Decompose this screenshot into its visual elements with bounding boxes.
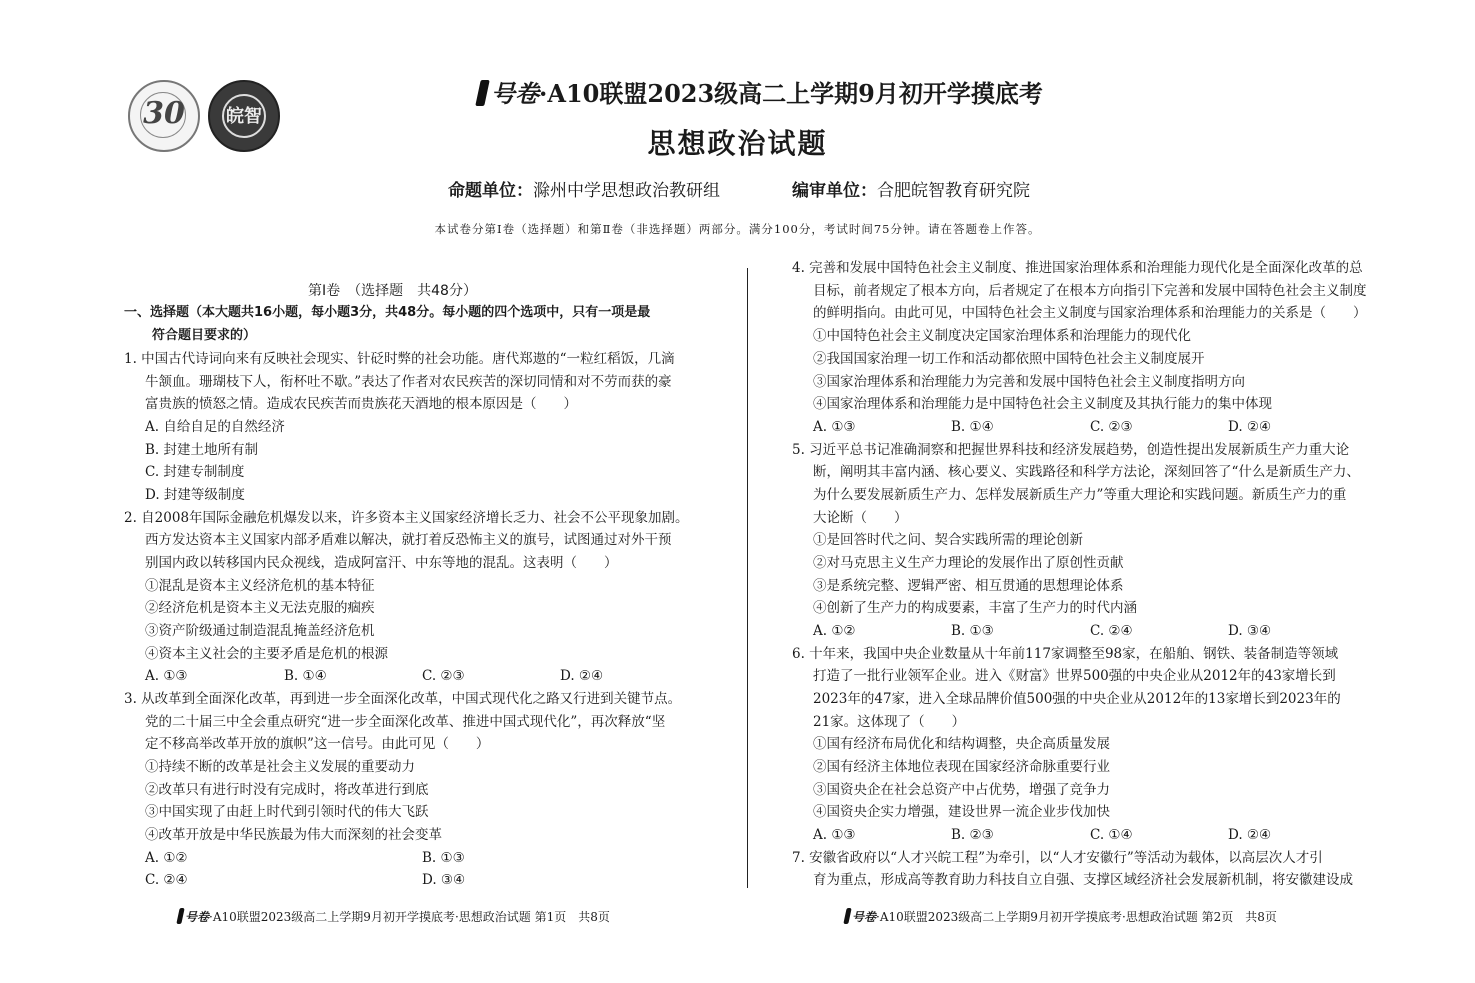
question-2-item: ②经济危机是资本主义无法克服的痼疾: [145, 600, 375, 616]
question-2-stem: 别国内政以转移国内民众视线，造成阿富汗、中东等地的混乱。这表明（ ）: [145, 555, 618, 571]
column-divider: [747, 268, 748, 888]
option-a: A. ①③: [145, 668, 188, 684]
question-5-stem: 为什么要发展新质生产力、怎样发展新质生产力”等重大理论和实践问题。新质生产力的重: [813, 487, 1347, 503]
question-2-item: ④资本主义社会的主要矛盾是危机的根源: [145, 646, 388, 662]
logo-number: 30: [143, 96, 185, 131]
option-b: B. ①③: [951, 623, 994, 639]
question-5-item: ②对马克思主义生产力理论的发展作出了原创性贡献: [813, 555, 1124, 571]
question-6-stem: 21家。这体现了（ ）: [813, 714, 966, 730]
author-label: 命题单位：: [448, 181, 533, 201]
question-7-stem: 7. 安徽省政府以“人才兴皖工程”为牵引，以“人才安徽行”等活动为载体，以高层次人才引: [792, 850, 1323, 866]
question-1-stem: 1. 中国古代诗词向来有反映社会现实、针砭时弊的社会功能。唐代郑遨的“一粒红稻饭，几滴: [124, 351, 675, 367]
question-3-item: ②改革只有进行时没有完成时，将改革进行到底: [145, 782, 429, 798]
option-c: C. ②③: [1090, 419, 1133, 435]
review-unit: [792, 176, 1030, 201]
question-4-item: ①中国特色社会主义制度决定国家治理体系和治理能力的现代化: [813, 328, 1191, 344]
review-label: 编审单位：: [792, 181, 877, 201]
option-c: C. ②④: [145, 872, 188, 888]
question-5-item: ①是回答时代之问、契合实践所需的理论创新: [813, 532, 1083, 548]
option-a: A. ①②: [145, 850, 188, 866]
option-a: A. ①③: [813, 419, 856, 435]
question-5-stem: 断，阐明其丰富内涵、核心要义、实践路径和科学方法论，深刻回答了“什么是新质生产力、: [813, 464, 1360, 480]
footer-page-2: [845, 908, 1277, 925]
question-4-item: ②我国国家治理一切工作和活动都依照中国特色社会主义制度展开: [813, 351, 1205, 367]
question-6-stem: 2023年的47家，进入全球品牌价值500强的中央企业从2012年的13家增长到2023年的: [813, 691, 1341, 707]
question-2-stem: 2. 自2008年国际金融危机爆发以来，许多资本主义国家经济增长乏力、社会不公平现象加剧。: [124, 510, 689, 526]
question-5-item: ④创新了生产力的构成要素，丰富了生产力的时代内涵: [813, 600, 1137, 616]
question-7-stem: 育为重点，形成高等教育助力科技自立自强、支撑区域经济社会发展新机制，将安徽建设成: [813, 872, 1353, 888]
question-4-item: ③国家治理体系和治理能力为完善和发展中国特色社会主义制度指明方向: [813, 374, 1245, 390]
footer-text: ·A10联盟2023级高二上学期9月初开学摸底考·思想政治试题 第2页 共8页: [876, 910, 1277, 924]
option-d: D. ③④: [422, 872, 466, 888]
question-6-item: ①国有经济布局优化和结构调整，央企高质量发展: [813, 736, 1110, 752]
option-b: B. ①④: [284, 668, 327, 684]
option-b: B. ①④: [951, 419, 994, 435]
question-6-stem: 6. 十年来，我国中央企业数量从十年前117家调整至98家，在船舶、钢铁、装备制造等领域: [792, 646, 1339, 662]
question-1-stem: 牛颔血。珊瑚枝下人，衔杯吐不歇。”表达了作者对农民疾苦的深切同情和对不劳而获的豪: [145, 374, 672, 390]
brush-stroke-icon: [176, 908, 184, 924]
option-b: B. ②③: [951, 827, 994, 843]
logo-text: 皖智: [226, 106, 262, 127]
option-b: B. ①③: [422, 850, 465, 866]
option-c: C. ②④: [1090, 623, 1133, 639]
option-c: C. ①④: [1090, 827, 1133, 843]
question-2-item: ①混乱是资本主义经济危机的基本特征: [145, 578, 375, 594]
footer-text: ·A10联盟2023级高二上学期9月初开学摸底考·思想政治试题 第1页 共8页: [209, 910, 610, 924]
question-5-item: ③是系统完整、逻辑严密、相互贯通的思想理论体系: [813, 578, 1124, 594]
series-title: A10联盟2023级高二上学期9月初开学摸底考: [547, 79, 1043, 108]
part1-title: 第Ⅰ卷 （选择题 共48分）: [308, 283, 477, 299]
question-2-stem: 西方发达资本主义国家内部矛盾难以解决，就打着反恐怖主义的旗号，试图通过对外干预: [145, 532, 672, 548]
exam-title: 号卷·A10联盟2023级高二上学期9月初开学摸底考: [478, 74, 1043, 109]
question-5-stem: 大论断（ ）: [813, 510, 908, 526]
question-4-stem: 4. 完善和发展中国特色社会主义制度、推进国家治理体系和治理能力现代化是全面深化改革的总: [792, 260, 1363, 276]
brand-name: 号卷: [491, 79, 539, 108]
question-4-item: ④国家治理体系和治理能力是中国特色社会主义制度及其执行能力的集中体现: [813, 396, 1272, 412]
question-1-option-a: A. 自给自足的自然经济: [145, 419, 285, 435]
question-1-stem: 富贵族的愤怒之情。造成农民疾苦而贵族花天酒地的根本原因是（ ）: [145, 396, 577, 412]
section-instruction-cont: 符合题目要求的）: [152, 328, 257, 343]
option-c: C. ②③: [422, 668, 465, 684]
question-6-item: ②国有经济主体地位表现在国家经济命脉重要行业: [813, 759, 1110, 775]
exam-notice: 本试卷分第Ⅰ卷（选择题）和第Ⅱ卷（非选择题）两部分。满分100分，考试时间75分钟。请在答题卷上作答。: [434, 222, 1041, 236]
option-d: D. ③④: [1228, 623, 1272, 639]
option-a: A. ①③: [813, 827, 856, 843]
question-1-option-d: D. 封建等级制度: [145, 487, 245, 503]
question-6-item: ③国资央企在社会总资产中占优势，增强了竞争力: [813, 782, 1110, 798]
question-3-item: ④改革开放是中华民族最为伟大而深刻的社会变革: [145, 827, 442, 843]
question-3-stem: 定不移高举改革开放的旗帜”这一信号。由此可见（ ）: [145, 736, 490, 752]
footer-brand: 号卷: [852, 910, 877, 924]
author-unit: [448, 176, 720, 201]
option-d: D. ②④: [1228, 827, 1272, 843]
question-4-stem: 的鲜明指向。由此可见，中国特色社会主义制度与国家治理体系和治理能力的关系是（ ）: [813, 305, 1367, 321]
question-1-option-c: C. 封建专制制度: [145, 464, 245, 480]
review-value: 合肥皖智教育研究院: [877, 181, 1030, 201]
author-value: 滁州中学思想政治教研组: [533, 181, 720, 201]
question-4-stem: 目标，前者规定了根本方向，后者规定了在根本方向指引下完善和发展中国特色社会主义制度: [813, 283, 1367, 299]
question-3-stem: 3. 从改革到全面深化改革，再到进一步全面深化改革，中国式现代化之路又行进到关键节点。: [124, 691, 682, 707]
option-d: D. ②④: [560, 668, 604, 684]
question-6-item: ④国资央企实力增强，建设世界一流企业步伐加快: [813, 804, 1110, 820]
brush-stroke-icon: [843, 908, 851, 924]
brush-stroke-icon: [475, 80, 490, 106]
subject-title: 思想政治试题: [647, 127, 828, 160]
question-5-stem: 5. 习近平总书记准确洞察和把握世界科技和经济发展趋势，创造性提出发展新质生产力重大论: [792, 442, 1350, 458]
question-3-item: ③中国实现了由赶上时代到引领时代的伟大飞跃: [145, 804, 429, 820]
footer-page-1: [178, 908, 610, 925]
question-1-option-b: B. 封建土地所有制: [145, 442, 259, 458]
question-2-item: ③资产阶级通过制造混乱掩盖经济危机: [145, 623, 375, 639]
question-3-stem: 党的二十届三中全会重点研究“进一步全面深化改革、推进中国式现代化”，再次释放“坚: [145, 714, 666, 730]
section-instruction: 一、选择题（本大题共16小题，每小题3分，共48分。每小题的四个选项中，只有一项是最: [124, 305, 651, 320]
question-6-stem: 打造了一批行业领军企业。进入《财富》世界500强的中央企业从2012年的43家增长到: [813, 668, 1336, 684]
option-a: A. ①②: [813, 623, 856, 639]
question-3-item: ①持续不断的改革是社会主义发展的重要动力: [145, 759, 415, 775]
option-d: D. ②④: [1228, 419, 1272, 435]
footer-brand: 号卷: [185, 910, 210, 924]
